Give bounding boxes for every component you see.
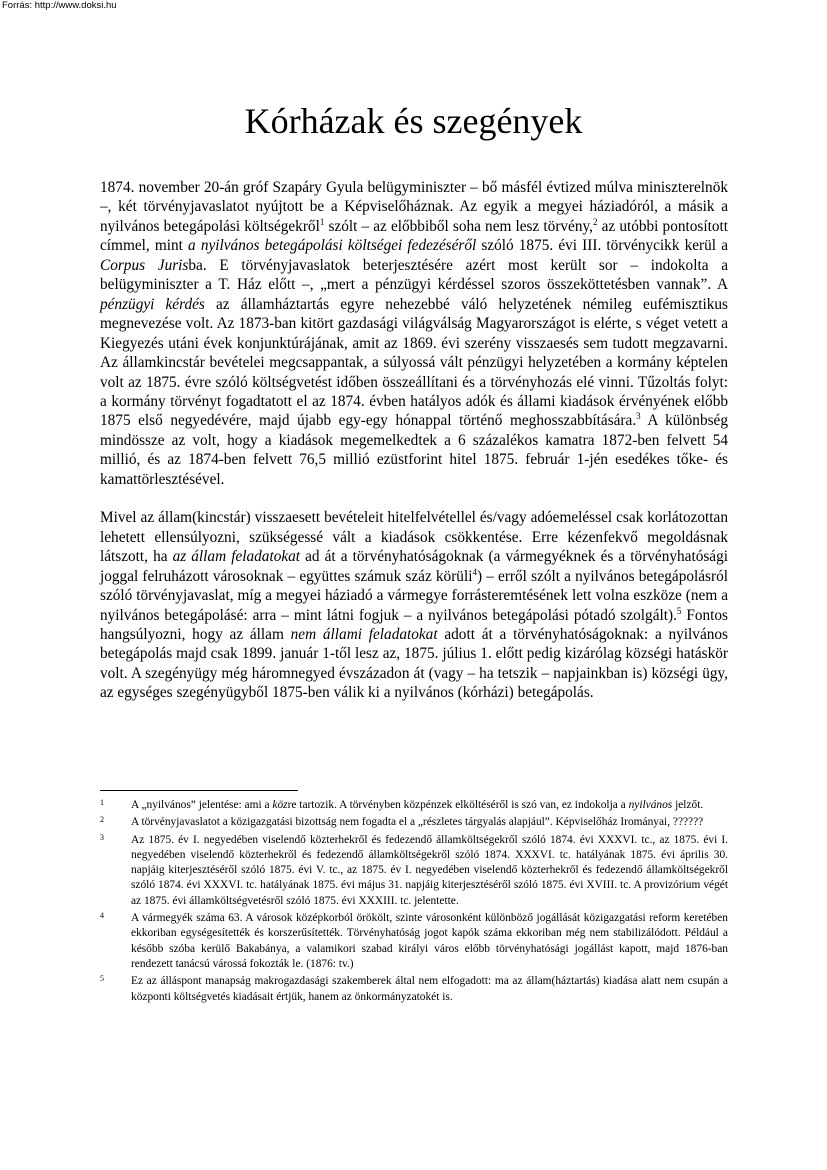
footnote-text: A vármegyék száma 63. A városok középkorból örökölt, szinte városonként különböző jogállását közigazgatási reform keretében ekkoriban egységesítették és korszerűsítették. Törvényhatóság jogot kapók száma ekkoriban még nem stabilizálódott. Például a később szóba kerülő Bakabánya, a valamikori szabad királyi város előbb törvényhatósági jogállást kapott, majd 1876-ban rendezett tanácsú várossá fokozták le. (1876: tv.) <box>131 912 728 970</box>
paragraph-1 <box>100 178 728 489</box>
footnote-separator <box>100 790 298 791</box>
footnote-text: Az 1875. év I. negyedében viselendő közterhekről és fedezendő államköltségekről szóló 1874. évi XXXVI. tc., az 1875. évi I. negyedében viselendő közterhekről és fedezendő államköltségekről szóló 1874. XXXVI. tc. hatályának 1875. évi április 30. napjáig kiterjesztéséről szóló 1875. évi V. tc., az 1875. év I. negyedében viselendő közterhekről és fedezendő államköltségekről szóló 1874. évi XXXVI. tc. hatályának 1875. évi május 31. napjáig kiterjesztéséről szóló 1875. évi XVIII. tc. A provizórium végét az 1875. évi államköltségvetésről szóló 1875. évi XXXIII. tc. jelentette. <box>131 833 728 907</box>
footnote-ref-4[interactable]: 4 <box>472 566 477 577</box>
italic-text: pénzügyi kérdés <box>100 295 205 313</box>
italic-text: köz <box>272 799 288 811</box>
footnote-ref-5[interactable]: 5 <box>676 605 682 616</box>
footnote-number: 1 <box>100 798 104 807</box>
italic-text: a nyilvános betegápolási költségei fedezéséről <box>188 237 477 255</box>
italic-text: nyilvános <box>628 799 673 811</box>
italic-text: nem állami feladatokat <box>290 625 438 643</box>
main-text <box>100 178 728 722</box>
paragraph-2-text: ) – erről szólt a nyilvános betegápolásról szóló törvényjavaslat, míg a megyei háziadó a vármegye forrásteremtésének lett volna eszköze (nem a nyilvános betegápolásé: arra – mint látni fogjuk – a nyilvános betegápolási pótadó szolgált). <box>100 567 728 624</box>
paragraph-1-text: 1874. november 20-án gróf Szapáry Gyula belügyminiszter – bő másfél évtized múlva miniszterelnök –, két törvényjavaslatot nyújtott be a Képviselőháznak. Az egyik a megyei háziadóról, a másik a nyilvános betegápolási költségekről <box>100 179 728 235</box>
paragraph-2 <box>100 508 728 703</box>
paragraph-2-text: ad át a törvényhatóságoknak (a vármegyéknek és a törvényhatósági joggal felruházott városoknak – együttes számuk száz körüli <box>100 548 728 585</box>
footnote-number: 5 <box>100 974 104 984</box>
source-note: Forrás: http://www.doksi.hu <box>2 0 117 11</box>
paragraph-1-text: A különbség mindössze az volt, hogy a kiadások megemelkedtek a 6 százalékos kamatra 1872-ben felvett 54 millió, és az 1874-ben felvett 76,5 millió ezüstforint hitel 1875. február 1-jén esedékes tőke- és kamattörlesztésével. <box>100 412 728 488</box>
paragraph-1-text: az utóbbi pontosított címmel, mint <box>100 217 728 255</box>
footnote-ref-3[interactable]: 3 <box>636 411 641 422</box>
paragraph-1-text: szólt – az előbbiből soha nem lesz törvény, <box>324 217 593 235</box>
footnote-text: A „nyilvános” jelentése: ami a <box>131 799 273 811</box>
footnote-ref-2[interactable]: 2 <box>592 216 598 227</box>
footnote-number: 2 <box>100 815 104 825</box>
paragraph-1-text: az államháztartás egyre nehezebbé váló helyzetének némileg eufémisztikus megnevezése volt. Az 1873-ban kitört gazdasági világválság Magyarországot is elérte, s véget vetett a Kiegyezés utáni évek konjunktúrájának, amit az 1869. évi szerény visszaesés sem tudott megzavarni. Az államkincstár bevételei megcsappantak, a súlyossá vált pénzügyi helyzetében a kormány képtelen volt az 1875. évre szóló költségvetést időben összeállítani és a törvényhozás elé vinni. Tűzoltás folyt: a kormány törvényt fogadtatott el az 1874. évben hatályos adók és állami kiadások érvényének előbb 1875 első negyedévére, majd újabb egy-egy hónappal történő meghosszabbítására. <box>100 295 728 430</box>
footnote-1 <box>100 798 728 813</box>
footnote-number: 3 <box>100 832 104 842</box>
paragraph-1-text: ba. E törvényjavaslatok beterjesztésére azért most került sor – indokolta a belügyminiszter a T. Ház előtt –, „mert a pénzügyi kérdéssel szoros összeköttetésben vannak”. A <box>100 256 728 294</box>
footnote-text: A törvényjavaslatot a közigazgatási bizottság nem fogadta el a „részletes tárgyalás alapjául”. Képviselőház Irományai, ?????? <box>131 816 704 829</box>
footnote-2 <box>100 815 728 830</box>
footnote-text: jelzőt. <box>672 799 704 811</box>
paragraph-2-text: Mivel az állam(kincstár) visszaesett bevételeit hitelfelvétellel és/vagy adóemeléssel csak korlátozottan lehetett ellensúlyozni, szükségessé vált a kiadások csökkentése. Erre kézenfekvő megoldásnak látszott, ha <box>100 509 728 566</box>
footnotes <box>100 798 728 1005</box>
paragraph-1-text: szóló 1875. évi III. törvénycikk kerül a <box>476 237 728 255</box>
footnote-3 <box>100 833 728 909</box>
paragraph-2-text: Fontos hangsúlyozni, hogy az állam <box>100 606 729 643</box>
italic-text: Corpus Juris <box>100 256 189 274</box>
footnote-text: Ez az álláspont manapság makrogazdasági szakemberek által nem elfogadott: ma az állam(háztartás) kiadása alatt nem csupán a központi költségvetés kiadásait értjük, hanem az önkormányzatokét is. <box>131 975 728 1003</box>
footnote-4 <box>100 911 728 972</box>
page-title: Kórházak és szegények <box>244 101 583 141</box>
italic-text: az állam feladatokat <box>172 548 301 566</box>
footnote-text: re tartozik. A törvényben közpénzek elköltéséről is szó van, ez indokolja a <box>287 799 629 811</box>
footnote-5 <box>100 974 728 1005</box>
footnote-number: 4 <box>100 911 104 921</box>
footnote-ref-1[interactable]: 1 <box>319 216 325 227</box>
paragraph-2-text: adott át a törvényhatóságoknak: a nyilvános betegápolás majd csak 1899. január 1-től lesz az, 1875. július 1. előtt pedig kizárólag községi hatáskör volt. A szegényügy még háromnegyed évszázadon át (vagy – ha tetszik – napjainkban is) községi ügy, az egységes szegényügyből 1875-ben válik ki a nyilvános (kórházi) betegápolás. <box>100 625 728 702</box>
